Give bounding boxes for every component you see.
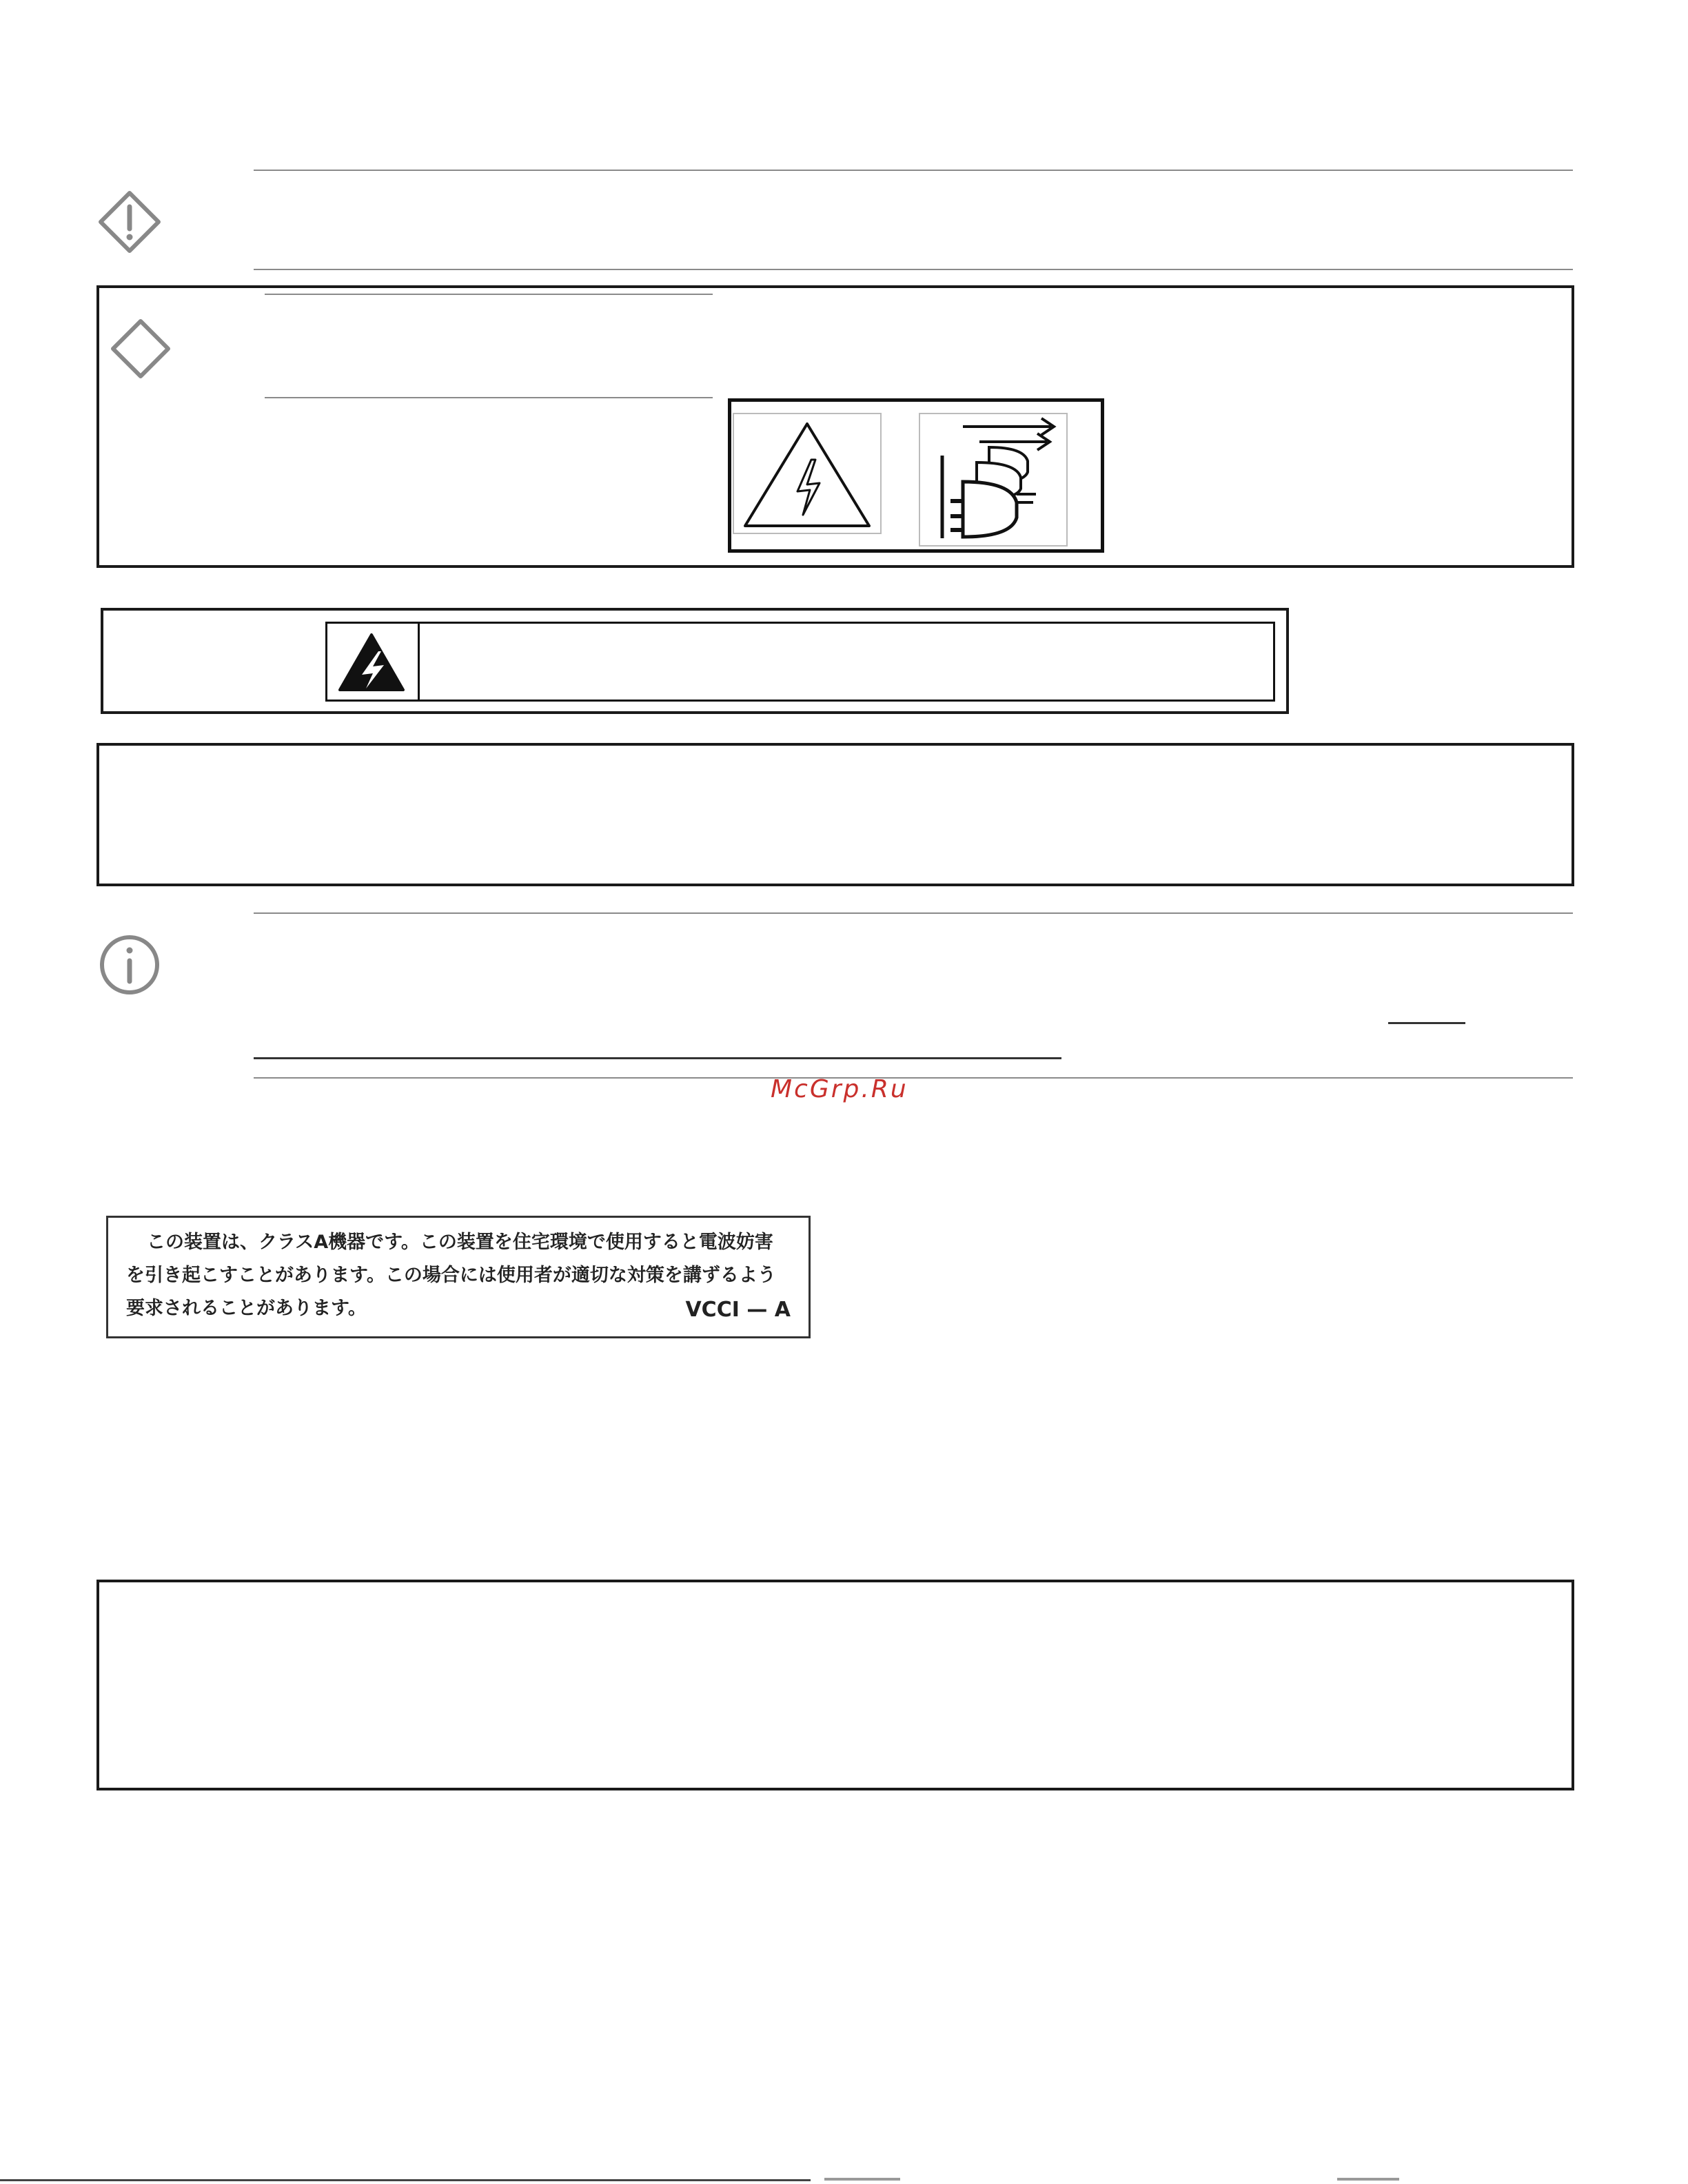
notice-box-empty	[96, 743, 1574, 886]
warning-diamond-icon	[109, 317, 172, 380]
watermark-text: McGrp.Ru	[771, 1075, 908, 1103]
high-voltage-triangle-icon	[733, 413, 882, 534]
caution-diamond-icon	[96, 189, 163, 255]
info-underline-short	[1388, 1022, 1465, 1024]
shock-hazard-inner-frame	[325, 622, 1275, 702]
vcci-class-mark: VCCI — A	[685, 1298, 791, 1322]
caution-bottom-rule	[254, 269, 1573, 270]
vcci-notice-line-2: を引き起こすことがあります。この場合には使用者が適切な対策を講ずるよう	[126, 1265, 776, 1286]
footer-rule-left	[0, 2179, 811, 2181]
hazard-label-panel	[728, 398, 1104, 553]
footer-mark-1	[824, 2178, 900, 2181]
caution-top-rule	[254, 170, 1573, 171]
warning-top-rule	[265, 294, 713, 295]
warning-box	[96, 285, 1574, 568]
shock-hazard-icon	[327, 624, 420, 700]
shock-hazard-box	[101, 608, 1289, 714]
info-underline-long	[254, 1057, 1061, 1059]
warning-bottom-rule	[265, 397, 713, 398]
footer-mark-2	[1337, 2178, 1399, 2181]
info-top-rule	[254, 912, 1573, 914]
notice-box-empty-2	[96, 1580, 1574, 1790]
vcci-notice-line-1: この装置は、クラスA機器です。この装置を住宅環境で使用すると電波妨害	[147, 1232, 773, 1253]
info-bottom-rule	[254, 1077, 1573, 1079]
vcci-notice-line-3: 要求されることがあります。	[126, 1298, 367, 1319]
info-circle-icon	[98, 933, 161, 997]
multiple-power-cords-icon	[919, 413, 1068, 547]
vcci-notice-box	[106, 1216, 811, 1338]
